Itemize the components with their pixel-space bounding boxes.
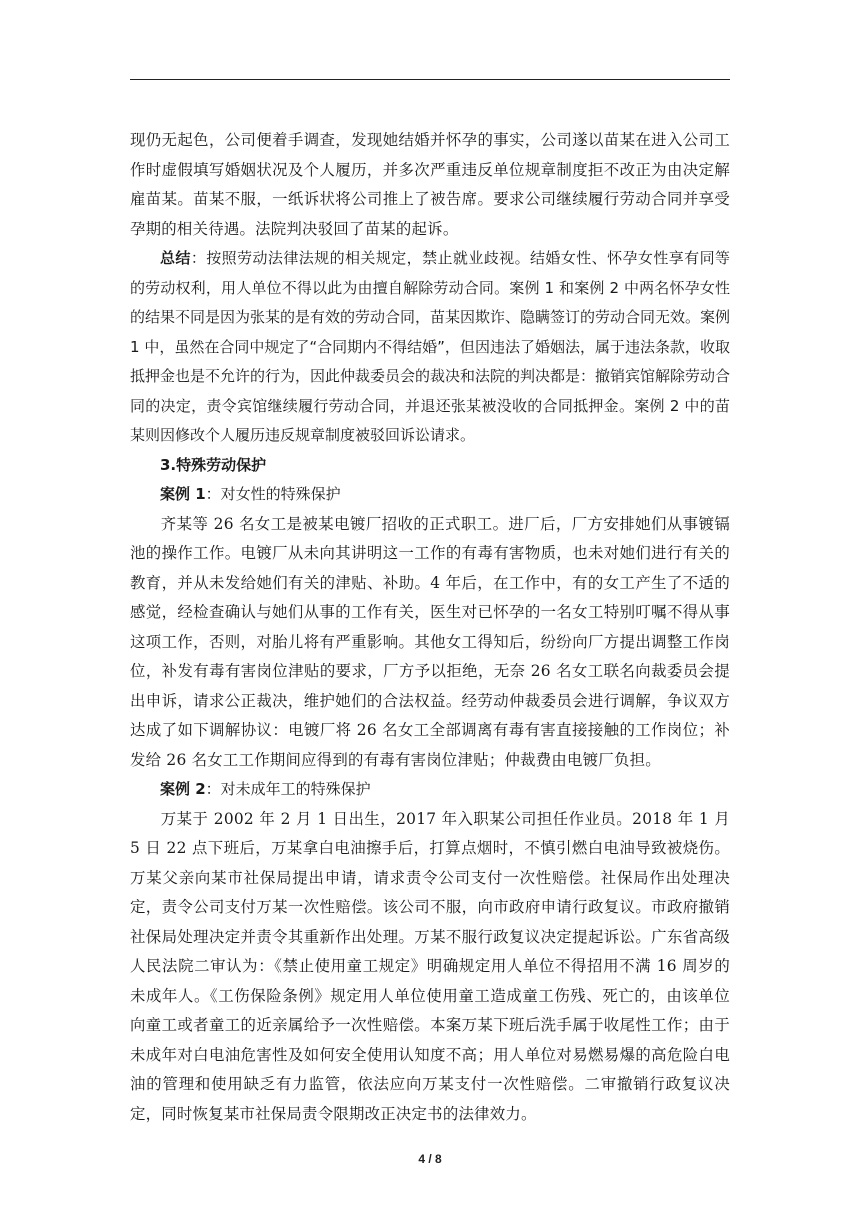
case1-label: 案例 1 xyxy=(160,485,206,503)
case2-body: 万某于 2002 年 2 月 1 日出生，2017 年入职某公司担任作业员。2018 年 1 月 5 日 22 点下班后，万某拿白电油擦手后，打算点烟时，不慎引燃白电油导致被烧伤。万某父亲向某市社保局提出申请，请求责令公司支付一次性赔偿。社保局作出处理决定，责令公司支付万某一次性赔偿。该公司不服，向市政府申请行政复议。市政府撤销社保局处理决定并责令其重新作出处理。万某不服行政复议决定提起诉讼。广东省高级人民法院二审认为：《禁止使用童工规定》明确规定用人单位不得招用不满 16 周岁的未成年人。《工伤保险条例》规定用人单位使用童工造成童工伤残、死亡的，由该单位向童工或者童工的近亲属给予一次性赔偿。本案万某下班后洗手属于收尾性工作；由于未成年对白电油危害性及如何安全使用认知度不高；用人单位对易燃易爆的高危险白电油的管理和使用缺乏有力监管，依法应向万某支付一次性赔偿。二审撤销行政复议决定，同时恢复某市社保局责令限期改正决定书的法律效力。 xyxy=(130,809,730,1123)
header-rule xyxy=(130,79,730,80)
case2-title: ：对未成年工的特殊保护 xyxy=(205,780,371,798)
case-continuation-paragraph: 现仍无起色，公司便着手调查，发现她结婚并怀孕的事实，公司遂以苗某在进入公司工作时虚假填写婚姻状况及个人履历，并多次严重违反单位规章制度拒不改正为由决定解雇苗某。苗某不服，一纸诉状将公司推上了被告席。要求公司继续履行劳动合同并享受孕期的相关待遇。法院判决驳回了苗某的起诉。 xyxy=(130,131,730,238)
summary-paragraph xyxy=(130,244,730,451)
case1-heading xyxy=(130,480,730,510)
summary-text: ：按照劳动法律法规的相关规定，禁止就业歧视。结婚女性、怀孕女性享有同等的劳动权利，用人单位不得以此为由擅自解除劳动合同。案例 1 和案例 2 中两名怀孕女性的结果不同是因为张某的是有效的劳动合同，苗某因欺诈、隐瞒签订的劳动合同无效。案例 1 中，虽然在合同中规定了“合同期内不得结婚”，但因违法了婚姻法，属于违法条款，收取抵押金也是不允许的行为，因此仲裁委员会的裁决和法院的判决都是：撤销宾馆解除劳动合同的决定，责令宾馆继续履行劳动合同，并退还张某被没收的合同抵押金。案例 2 中的苗某则因修改个人履历违反规章制度被驳回诉讼请求。 xyxy=(130,249,731,444)
case2-heading xyxy=(130,775,730,805)
document-body xyxy=(130,126,730,1129)
summary-label: 总结 xyxy=(160,249,191,267)
case1-body: 齐某等 26 名女工是被某电镀厂招收的正式职工。进厂后，厂方安排她们从事镀镉池的操作工作。电镀厂从未向其讲明这一工作的有毒有害物质，也未对她们进行有关的教育，并从未发给她们有关的津贴、补助。4 年后，在工作中，有的女工产生了不适的感觉，经检查确认与她们从事的工作有关，医生对已怀孕的一名女工特别叮嘱不得从事这项工作，否则，对胎儿将有严重影响。其他女工得知后，纷纷向厂方提出调整工作岗位，补发有毒有害岗位津贴的要求，厂方予以拒绝，无奈 26 名女工联名向裁委员会提出申诉，请求公正裁决，维护她们的合法权益。经劳动仲裁委员会进行调解，争议双方达成了如下调解协议：电镀厂将 26 名女工全部调离有毒有害直接接触的工作岗位；补发给 26 名女工工作期间应得到的有毒有害岗位津贴；仲裁费由电镀厂负担。 xyxy=(130,514,730,769)
section-heading: 3.特殊劳动保护 xyxy=(160,455,267,474)
case2-label: 案例 2 xyxy=(160,780,206,798)
page-number: 4 / 8 xyxy=(418,1152,442,1166)
case1-title: ：对女性的特殊保护 xyxy=(205,485,341,503)
